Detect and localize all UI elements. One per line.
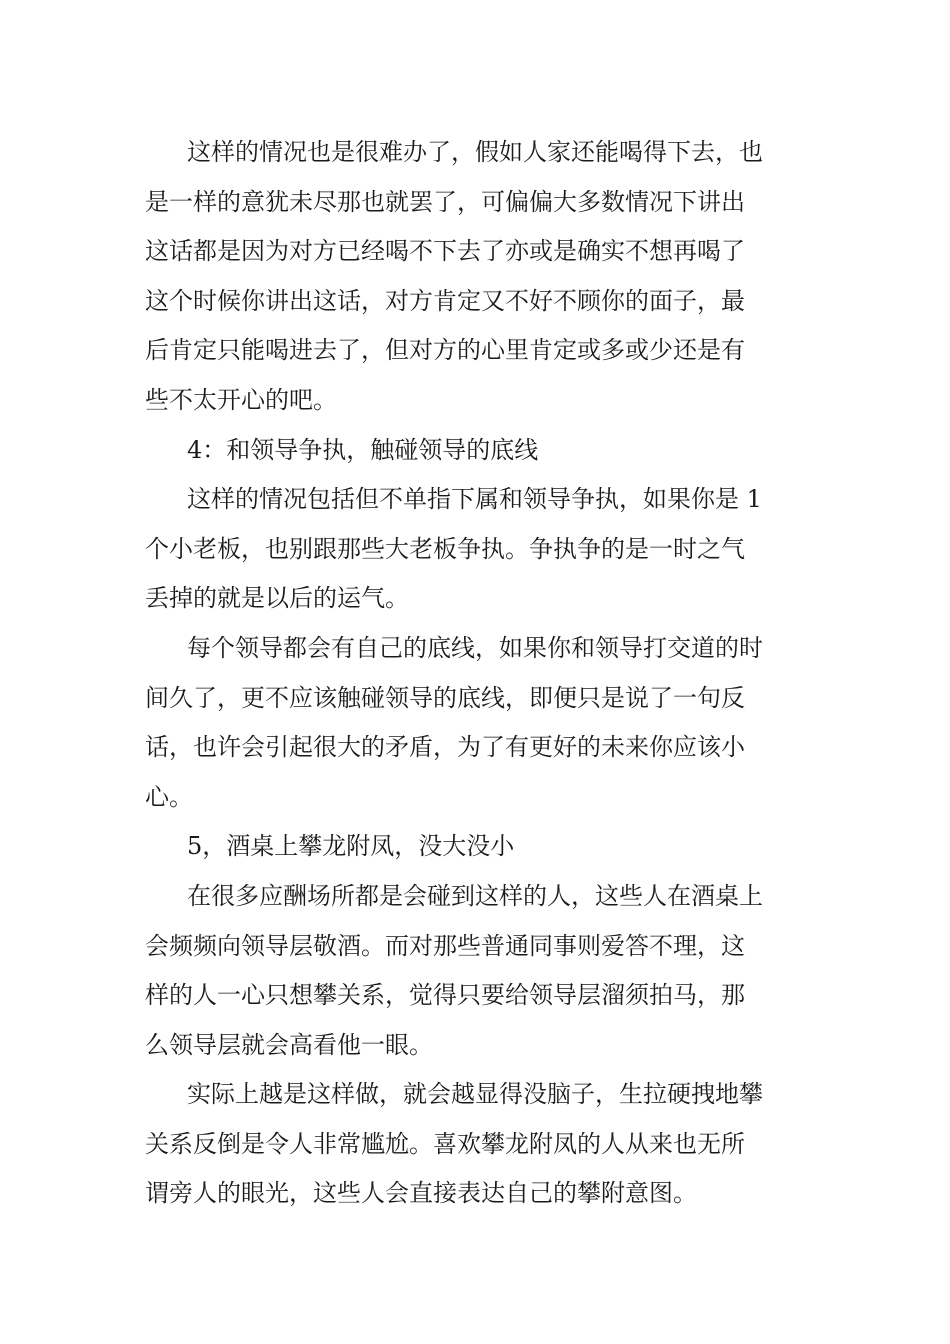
text-line: 话，也许会引起很大的矛盾，为了有更好的未来你应该小 xyxy=(145,733,745,762)
text-line: 样的人一心只想攀关系，觉得只要给领导层溜须拍马，那 xyxy=(145,981,745,1010)
text-line: 会频频向领导层敬酒。而对那些普通同事则爱答不理，这 xyxy=(145,931,745,960)
section-heading xyxy=(145,426,810,476)
text-line: 这样的情况也是很难办了，假如人家还能喝得下去，也 xyxy=(187,138,763,166)
text-line: 这样的情况包括但不单指下属和领导争执，如果你是 1 xyxy=(187,485,762,514)
text-line: 个小老板，也别跟那些大老板争执。争执争的是一时之气 xyxy=(145,534,745,563)
text-line: 谓旁人的眼光，这些人会直接表达自己的攀附意图。 xyxy=(145,1179,697,1208)
paragraph xyxy=(145,624,810,822)
text-line: 在很多应酬场所都是会碰到这样的人，这些人在酒桌上 xyxy=(187,881,763,910)
text-line: 实际上越是这样做，就会越显得没脑子，生拉硬拽地攀 xyxy=(187,1080,763,1109)
text-line: 这话都是因为对方已经喝不下去了亦或是确实不想再喝了 xyxy=(145,237,745,266)
heading-text: 4：和领导争执，触碰领导的底线 xyxy=(187,435,539,464)
text-line: 每个领导都会有自己的底线，如果你和领导打交道的时 xyxy=(187,633,763,662)
paragraph xyxy=(145,1070,810,1219)
section-heading xyxy=(145,822,810,872)
paragraph xyxy=(145,872,810,1070)
text-line: 心。 xyxy=(145,782,193,811)
text-line: 是一样的意犹未尽那也就罢了，可偏偏大多数情况下讲出 xyxy=(145,187,745,216)
document-body xyxy=(145,128,810,1219)
text-line: 么领导层就会高看他一眼。 xyxy=(145,1030,433,1059)
paragraph xyxy=(145,128,810,426)
text-line: 这个时候你讲出这话，对方肯定又不好不顾你的面子，最 xyxy=(145,286,745,315)
heading-text: 5，酒桌上攀龙附凤，没大没小 xyxy=(187,832,515,861)
paragraph xyxy=(145,475,810,624)
text-line: 些不太开心的吧。 xyxy=(145,385,337,414)
text-line: 间久了，更不应该触碰领导的底线，即便只是说了一句反 xyxy=(145,683,745,712)
text-line: 关系反倒是令人非常尴尬。喜欢攀龙附凤的人从来也无所 xyxy=(145,1129,745,1158)
text-line: 后肯定只能喝进去了，但对方的心里肯定或多或少还是有 xyxy=(145,336,745,365)
text-line: 丢掉的就是以后的运气。 xyxy=(145,584,409,613)
